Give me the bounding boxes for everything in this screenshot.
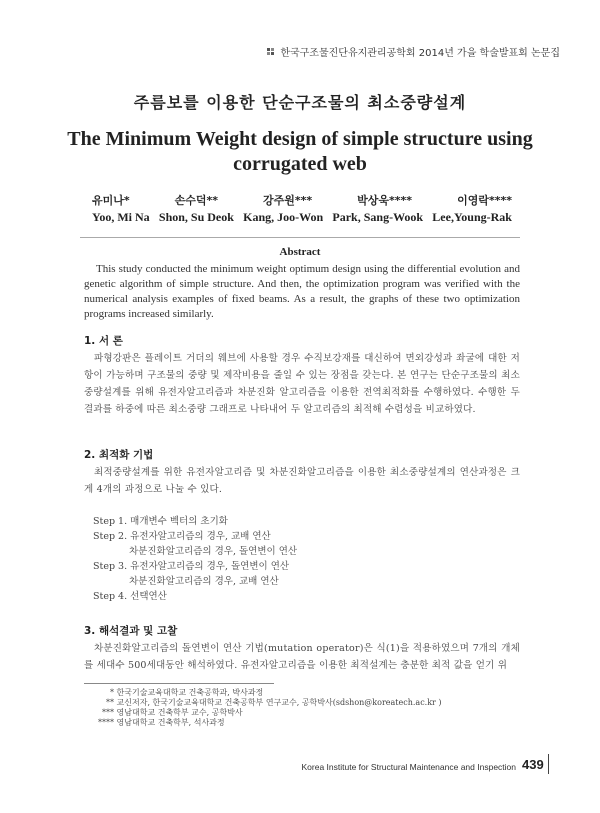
step-label: Step 3. xyxy=(93,561,128,572)
section-title: 1. 서 론 xyxy=(84,335,123,347)
footnote xyxy=(84,718,442,728)
section-title: 2. 최적화 기법 xyxy=(84,449,154,461)
author-english: Kang, Joo-Won xyxy=(243,210,324,224)
footer-bar xyxy=(548,754,549,774)
footnote xyxy=(84,698,442,708)
step-text: 유전자알고리즘의 경우, 교배 연산 xyxy=(130,531,271,542)
header-text: 한국구조물진단유지관리공학회 2014년 가을 학술발표회 논문집 xyxy=(280,48,560,59)
step-text: 선택연산 xyxy=(130,591,167,602)
step-item xyxy=(93,559,297,574)
footnotes xyxy=(84,688,442,728)
bullet-icon xyxy=(266,47,276,57)
author-korean: 손수덕** xyxy=(174,194,219,207)
title-korean: 주름보를 이용한 단순구조물의 최소중량설계 xyxy=(133,93,467,112)
footnote-mark: * xyxy=(110,688,114,697)
footnote-mark: ** xyxy=(106,698,114,707)
footnote-text: 영남대학교 건축학부 교수, 공학박사 xyxy=(116,708,243,717)
footnote-text: 영남대학교 건축학부, 석사과정 xyxy=(116,718,225,727)
abstract-body: This study conducted the minimum weight optimum design using the differential evolution and genetic algorithm of simple structure. And then, the optimization program was verified with the numerical analysis examples of fixed beams. As a result, the graphs of these two optimization programs increased similarly. xyxy=(84,263,520,320)
abstract-divider xyxy=(80,237,520,238)
section-body: 차분진화알고리즘의 돌연변이 연산 기법(mutation operator)은 식(1)을 적용하였으며 7개의 개체를 세대수 500세대동안 해석하였다. 유전자알고리즘을 이용한 최적설계는 충분한 최적 값을 얻기 위 xyxy=(84,643,520,671)
author-korean: 유미나* xyxy=(92,194,130,207)
title-english: The Minimum Weight design of simple structure using corrugated web xyxy=(67,128,533,175)
step-text: 매개변수 벡터의 초기화 xyxy=(130,516,228,527)
authors-korean xyxy=(92,192,512,208)
author-korean: 이영락**** xyxy=(457,194,512,207)
step-list xyxy=(93,514,297,604)
running-header xyxy=(266,44,560,59)
author-english: Yoo, Mi Na xyxy=(92,210,150,224)
step-label: Step 2. xyxy=(93,531,128,542)
step-label: Step 1. xyxy=(93,516,128,527)
step-text: 차분진화알고리즘의 경우, 교배 연산 xyxy=(129,576,279,587)
author-korean: 박상욱**** xyxy=(357,194,413,207)
footer-institute: Korea Institute for Structural Maintenance and Inspection xyxy=(301,762,516,772)
step-label: Step 4. xyxy=(93,591,128,602)
step-item xyxy=(93,514,297,529)
step-item xyxy=(93,589,297,604)
author-english: Park, Sang-Wook xyxy=(332,210,424,224)
abstract-heading: Abstract xyxy=(279,246,321,258)
step-item xyxy=(93,574,297,589)
step-text: 유전자알고리즘의 경우, 돌연변이 연산 xyxy=(130,561,290,572)
author-english: Lee,Young-Rak xyxy=(432,210,512,224)
page-number: 439 xyxy=(522,757,544,772)
section-body: 최적중량설계를 위한 유전자알고리즘 및 차분진화알고리즘을 이용한 최소중량설계의 연산과정은 크게 4개의 과정으로 나눌 수 있다. xyxy=(84,467,520,495)
footnote-mark: *** xyxy=(102,708,114,717)
footnote-divider xyxy=(84,683,274,684)
author-korean: 강주원*** xyxy=(263,194,313,207)
step-item xyxy=(93,544,297,559)
footnote xyxy=(84,688,442,698)
footnote-text: 교신저자, 한국기술교육대학교 건축공학부 연구교수, 공학박사(sdshon@koreatech.ac.kr ) xyxy=(116,698,442,707)
footnote xyxy=(84,708,442,718)
section-body: 파형강판은 플레이트 거더의 웨브에 사용할 경우 수직보강재를 대신하여 면외강성과 좌굴에 대한 저항이 가능하며 구조물의 중량 및 제작비용을 줄일 수 있는 장점을 갖는다. 본 연구는 단순구조물의 최소중량설계를 위해 유전자알고리즘과 차분진화 알고리즘을 이용한 전역최적화를 수행하였다. 수행한 두 결과를 하중에 따른 최소중량 그래프로 나타내어 두 알고리즘의 최적해 수렴성을 비교하였다. xyxy=(84,353,520,415)
step-text: 차분진화알고리즘의 경우, 돌연변이 연산 xyxy=(129,546,298,557)
authors-english xyxy=(92,210,512,225)
footnote-mark: **** xyxy=(98,718,114,727)
author-english: Shon, Su Deok xyxy=(158,210,234,224)
footnote-text: 한국기술교육대학교 건축공학과, 박사과정 xyxy=(116,688,264,697)
section-title: 3. 해석결과 및 고찰 xyxy=(84,625,178,637)
step-item xyxy=(93,529,297,544)
